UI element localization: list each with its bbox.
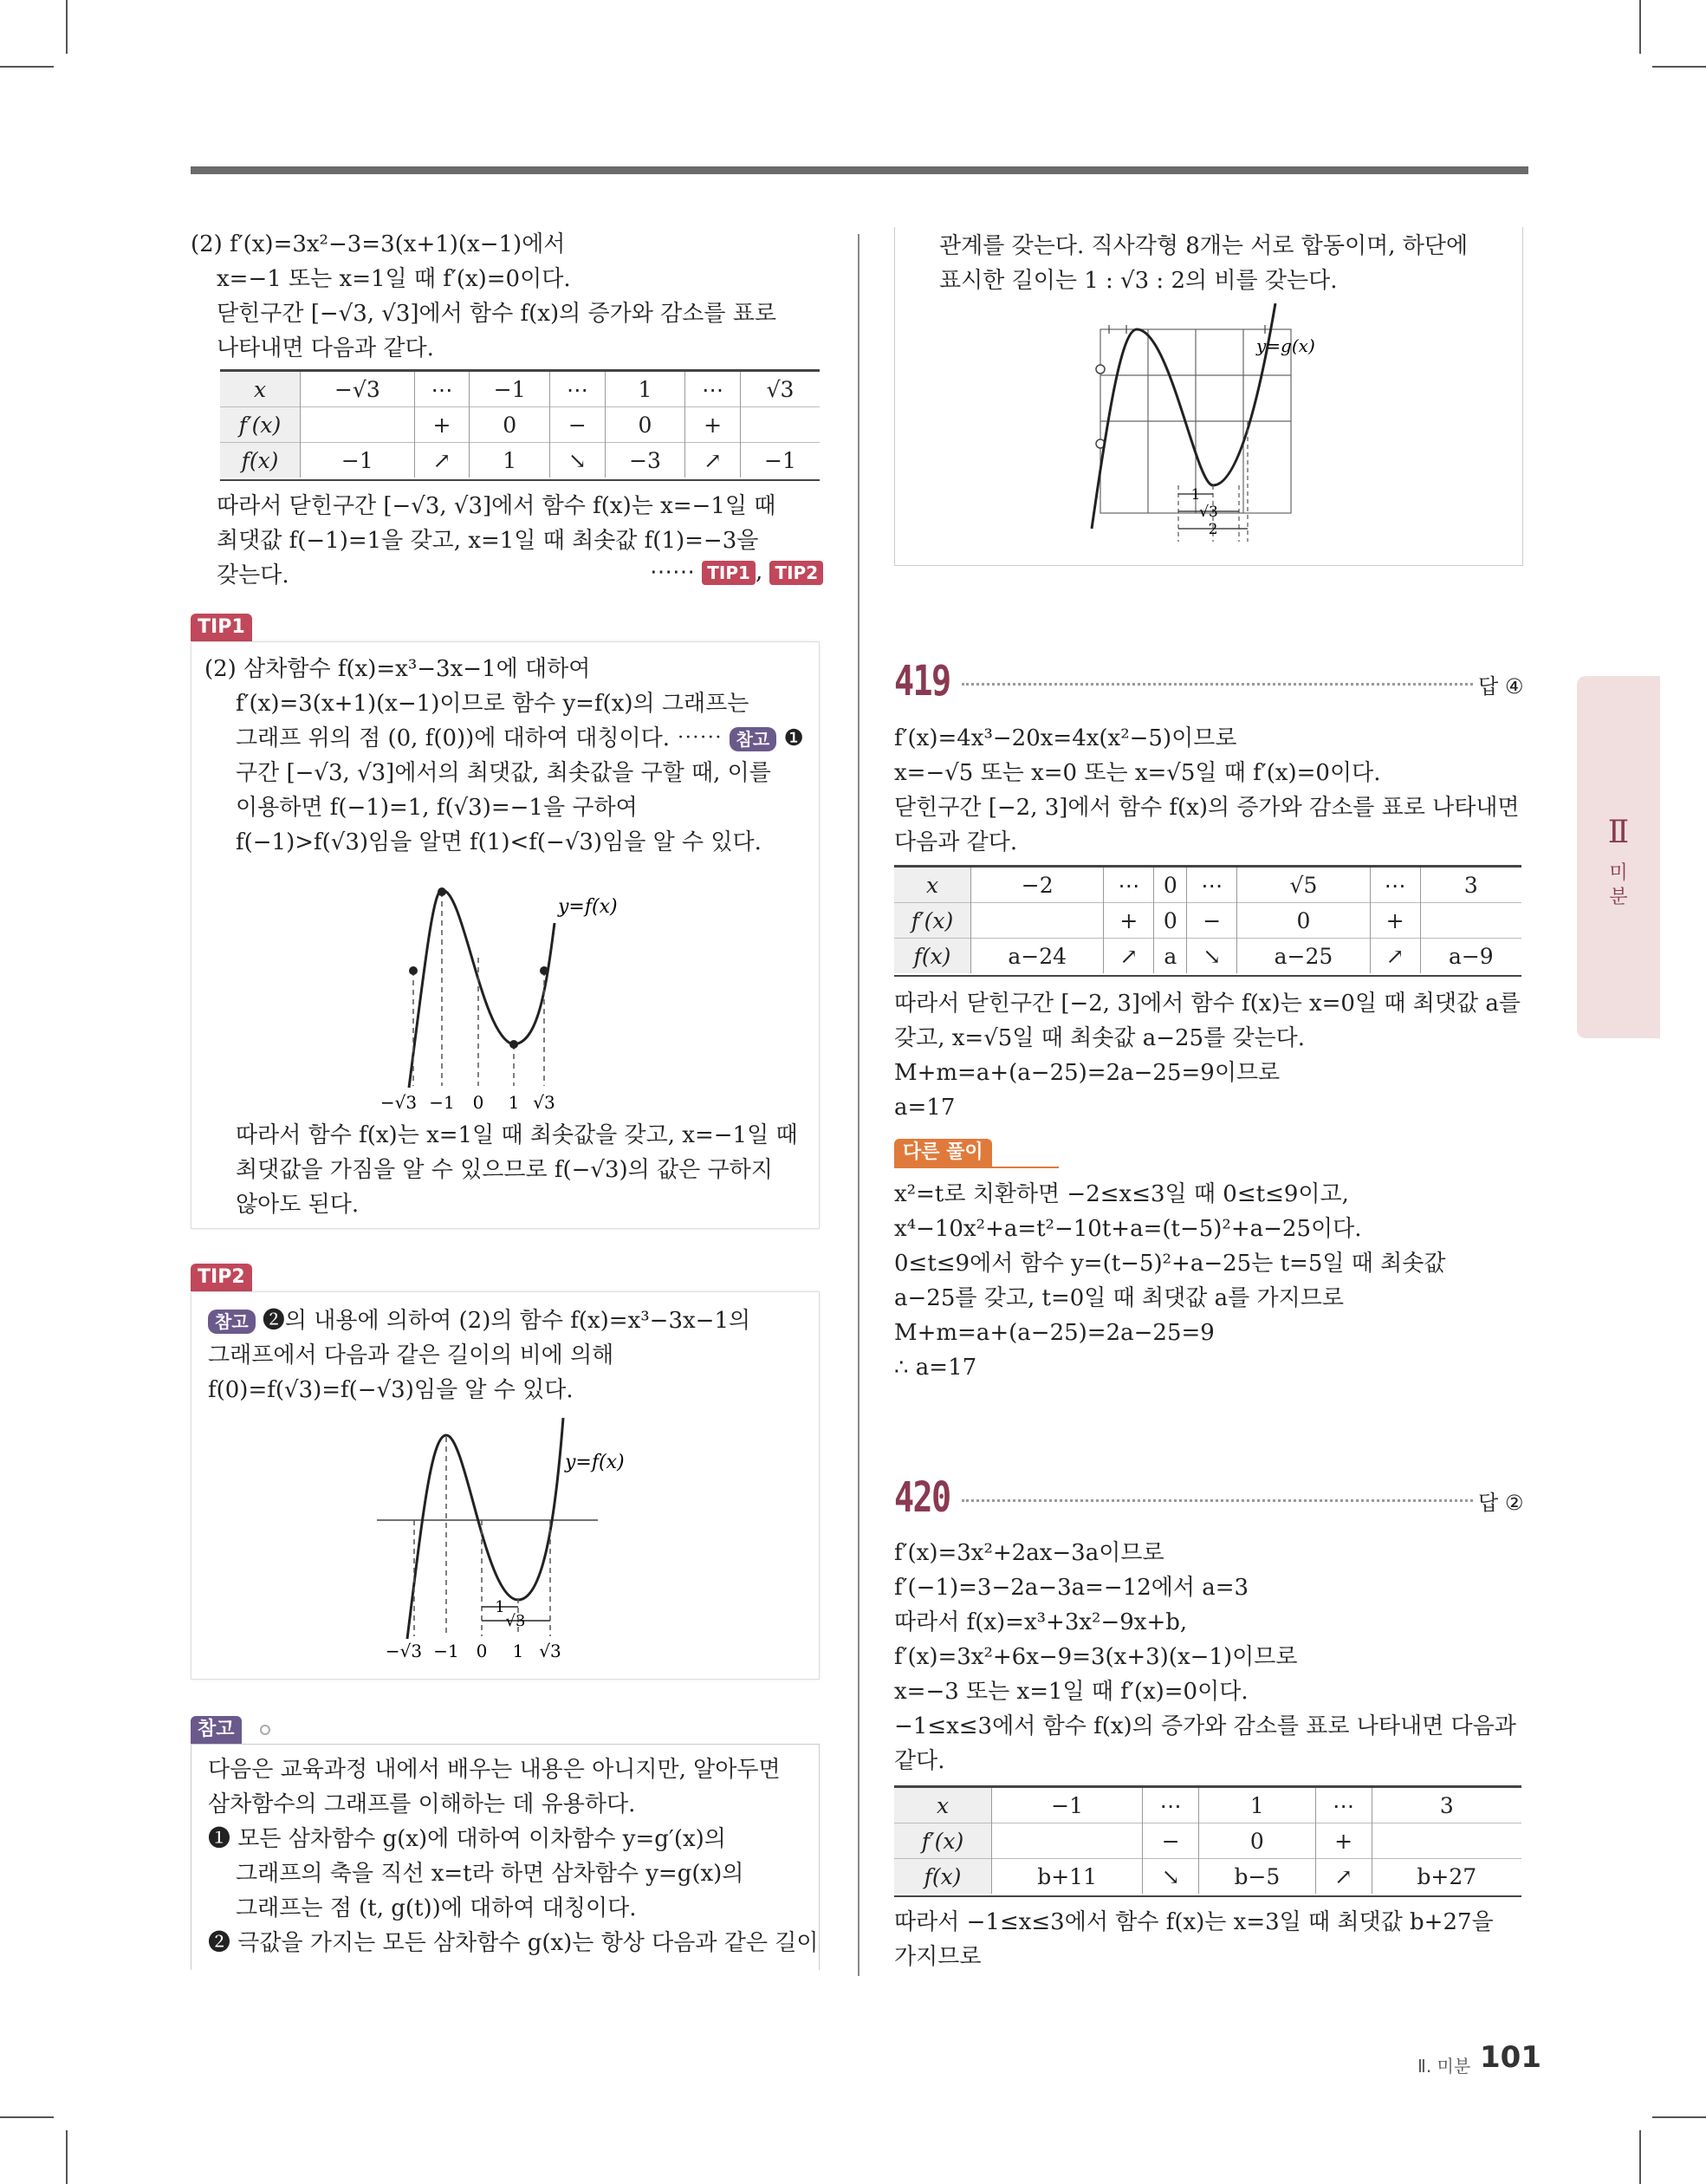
- tick-label: −1: [433, 1641, 459, 1661]
- table-rule: [894, 1895, 1521, 1897]
- table-cell: 3: [1372, 1788, 1521, 1823]
- text-line: 표시한 길이는 1 : √3 : 2의 비를 갖는다.: [939, 268, 1338, 294]
- chapter-char: 분: [1609, 887, 1628, 908]
- tip2-link[interactable]: TIP2: [769, 561, 823, 585]
- text-line: x=−3 또는 x=1일 때 f′(x)=0이다.: [894, 1679, 1249, 1705]
- table-cell: 3: [1420, 868, 1521, 903]
- text-line: 따라서 함수 f(x)는 x=1일 때 최솟값을 갖고, x=−1일 때: [236, 1122, 798, 1148]
- dim-label: 1: [1190, 486, 1201, 504]
- leader-dots: [962, 1499, 1473, 1502]
- table-cell: +: [1104, 903, 1154, 939]
- table-cell: [301, 407, 415, 443]
- tip-dots: ⋯⋯: [650, 559, 695, 585]
- table-cell: √5: [1237, 868, 1370, 903]
- table-cell: ↗: [1104, 939, 1154, 974]
- table-cell: ↘: [1187, 939, 1237, 974]
- table-cell: [992, 1823, 1143, 1859]
- footer-section: Ⅱ. 미분: [1417, 2056, 1471, 2077]
- table-cell: x: [220, 372, 301, 407]
- alt-solution-rule: [894, 1167, 1059, 1168]
- ref-number: ❶: [783, 725, 804, 751]
- cubic-curve: [407, 1418, 563, 1639]
- cubic-graph-tip1: [373, 871, 650, 1114]
- table-cell: [1420, 903, 1521, 939]
- text-line: a−25를 갖고, t=0일 때 최댓값 a를 가지므로: [894, 1285, 1345, 1311]
- table-cell: −: [550, 407, 606, 443]
- table-cell: ↗: [685, 443, 741, 478]
- text-line: x=−1 또는 x=1일 때 f′(x)=0이다.: [217, 266, 571, 292]
- text-line: 그래프의 축을 직선 x=t라 하면 삼차함수 y=g(x)의: [236, 1861, 744, 1887]
- tick-label: 1: [508, 1092, 520, 1113]
- table-cell: −1: [992, 1788, 1143, 1823]
- dim-label: √3: [505, 1612, 526, 1630]
- table-row: [894, 939, 1521, 974]
- table-cell: ↗: [414, 443, 470, 478]
- text-line: 관계를 갖는다. 직사각형 8개는 서로 합동이며, 하단에: [939, 233, 1469, 259]
- tick-label: 1: [512, 1641, 524, 1661]
- crop-mark: [1639, 0, 1641, 54]
- text-line: x²=t로 치환하면 −2≤x≤3일 때 0≤t≤9이고,: [894, 1181, 1349, 1207]
- tip-comma: ,: [755, 559, 763, 585]
- text-line: 갖고, x=√5일 때 최솟값 a−25를 갖는다.: [894, 1025, 1306, 1051]
- text-line: 따라서 닫힌구간 [−2, 3]에서 함수 f(x)는 x=0일 때 최댓값 a를: [894, 991, 1521, 1017]
- text-line: 닫힌구간 [−2, 3]에서 함수 f(x)의 증가와 감소를 표로 나타내면: [894, 795, 1520, 821]
- text-line: [208, 1303, 750, 1338]
- table-cell: 1: [470, 443, 550, 478]
- table-cell: b+11: [992, 1859, 1143, 1895]
- text-line: 최댓값을 가짐을 알 수 있으므로 f(−√3)의 값은 구하지: [236, 1157, 773, 1183]
- table-cell: −3: [605, 443, 685, 478]
- tip2-label: TIP2: [191, 1264, 252, 1291]
- table-cell: ⋯: [1187, 868, 1237, 903]
- table-cell: ⋯: [550, 372, 606, 407]
- text-line: ❷의 내용에 의하여 (2)의 함수 f(x)=x³−3x−1의: [262, 1308, 751, 1334]
- variation-table-420: [894, 1788, 1521, 1894]
- table-cell: b−5: [1199, 1859, 1315, 1895]
- text-line: (2) 삼차함수 f(x)=x³−3x−1에 대하여: [204, 656, 591, 682]
- table-cell: 1: [1199, 1788, 1315, 1823]
- tick-label: √3: [533, 1092, 555, 1113]
- text-line: 나타내면 다음과 같다.: [217, 335, 434, 361]
- table-cell: 0: [605, 407, 685, 443]
- text-line: 그래프는 점 (t, g(t))에 대하여 대칭이다.: [236, 1895, 637, 1921]
- text-line: M+m=a+(a−25)=2a−25=9이므로: [894, 1060, 1281, 1086]
- column-divider: [858, 234, 859, 1976]
- ref-badge: 참고: [208, 1310, 256, 1334]
- text-line: 이용하면 f(−1)=1, f(√3)=−1을 구하여: [236, 795, 638, 821]
- table-cell: −1: [470, 372, 550, 407]
- text-line: 0≤t≤9에서 함수 y=(t−5)²+a−25는 t=5일 때 최솟값: [894, 1251, 1446, 1277]
- text-line: f′(x)=3x²+6x−9=3(x+3)(x−1)이므로: [894, 1644, 1298, 1670]
- text-line: 같다.: [894, 1748, 945, 1774]
- chapter-char: 미: [1609, 862, 1628, 884]
- text-line: 가지므로: [894, 1944, 982, 1970]
- tick-label: 0: [476, 1641, 488, 1661]
- table-cell: 0: [1237, 903, 1370, 939]
- crop-mark: [66, 2130, 68, 2184]
- ref-badge: 참고: [730, 727, 777, 751]
- note-marker: [260, 1725, 270, 1735]
- table-cell: a−9: [1420, 939, 1521, 974]
- crop-mark: [1639, 2130, 1641, 2184]
- alt-solution-label: 다른 풀이: [894, 1139, 992, 1167]
- text-line: x⁴−10x²+a=t²−10t+a=(t−5)²+a−25이다.: [894, 1216, 1362, 1242]
- text-line: 따라서 f(x)=x³+3x²−9x+b,: [894, 1609, 1188, 1635]
- table-cell: ⋯: [414, 372, 470, 407]
- text-line: a=17: [894, 1095, 956, 1121]
- text-line: M+m=a+(a−25)=2a−25=9: [894, 1320, 1215, 1346]
- text-line: 구간 [−√3, √3]에서의 최댓값, 최솟값을 구할 때, 이를: [236, 760, 771, 786]
- table-cell: −: [1143, 1823, 1199, 1859]
- text-line: 그래프에서 다음과 같은 길이의 비에 의해: [208, 1342, 614, 1368]
- table-cell: f′(x): [220, 407, 301, 443]
- table-cell: [971, 903, 1104, 939]
- answer-mark: 답 ②: [1478, 1491, 1524, 1515]
- table-cell: −: [1187, 903, 1237, 939]
- table-cell: √3: [740, 372, 820, 407]
- table-cell: 0: [1199, 1823, 1315, 1859]
- text-line: 않아도 된다.: [236, 1192, 360, 1218]
- table-row: [894, 1788, 1521, 1823]
- table-cell: ⋯: [1143, 1788, 1199, 1823]
- table-cell: 1: [605, 372, 685, 407]
- crop-mark: [0, 66, 54, 68]
- table-cell: a: [1154, 939, 1187, 974]
- text-line: −1≤x≤3에서 함수 f(x)의 증가와 감소를 표로 나타내면 다음과: [894, 1713, 1516, 1739]
- text-line: f(−1)>f(√3)임을 알면 f(1)<f(−√3)임을 알 수 있다.: [236, 829, 762, 855]
- cubic-graph-tip2: [373, 1418, 658, 1661]
- table-cell: b+27: [1372, 1859, 1521, 1895]
- crop-mark: [66, 0, 68, 54]
- tick-label: −√3: [379, 1092, 418, 1113]
- table-cell: ↘: [550, 443, 606, 478]
- leader-dots: [962, 683, 1473, 686]
- table-cell: ⋯: [1315, 1788, 1372, 1823]
- text-line: 다음은 교육과정 내에서 배우는 내용은 아니지만, 알아두면: [208, 1757, 781, 1783]
- dim-label: √3: [1199, 504, 1218, 521]
- dim-label: 1: [495, 1598, 505, 1616]
- table-cell: x: [894, 868, 971, 903]
- table-cell: f(x): [894, 1859, 992, 1895]
- table-cell: 0: [470, 407, 550, 443]
- table-cell: −2: [971, 868, 1104, 903]
- table-row: [220, 372, 820, 407]
- text-line: x=−√5 또는 x=0 또는 x=√5일 때 f′(x)=0이다.: [894, 760, 1381, 786]
- answer-mark: 답 ④: [1478, 674, 1524, 699]
- table-cell: ⋯: [1104, 868, 1154, 903]
- problem-number: 419: [894, 657, 950, 705]
- text-line: ❶ 모든 삼차함수 g(x)에 대하여 이차함수 y=g′(x)의: [208, 1826, 726, 1852]
- table-cell: a−24: [971, 939, 1104, 974]
- header-rule: [191, 166, 1528, 174]
- graph-label: y=f(x): [558, 896, 618, 918]
- text-line: 따라서 −1≤x≤3에서 함수 f(x)는 x=3일 때 최댓값 b+27을: [894, 1909, 1494, 1935]
- text-line: (2) f′(x)=3x²−3=3(x+1)(x−1)에서: [191, 231, 566, 257]
- tip1-link[interactable]: TIP1: [702, 561, 756, 585]
- table-cell: −1: [301, 443, 415, 478]
- text-line: 닫힌구간 [−√3, √3]에서 함수 f(x)의 증가와 감소를 표로: [217, 301, 776, 327]
- variation-table-1: [220, 372, 820, 478]
- variation-table-419: [894, 868, 1521, 973]
- table-cell: 0: [1154, 868, 1187, 903]
- chapter-side-tab[interactable]: [1577, 676, 1660, 1038]
- table-cell: +: [1370, 903, 1420, 939]
- tick-label: −1: [429, 1092, 455, 1113]
- problem-number: 420: [894, 1473, 950, 1522]
- table-cell: ↗: [1370, 939, 1420, 974]
- table-rule: [220, 479, 820, 481]
- tip-references: [650, 555, 823, 589]
- table-cell: a−25: [1237, 939, 1370, 974]
- cubic-grid-graph: [1074, 303, 1352, 555]
- text-line: 삼차함수의 그래프를 이해하는 데 유용하다.: [208, 1791, 636, 1817]
- table-row: [894, 1823, 1521, 1859]
- table-cell: +: [685, 407, 741, 443]
- table-cell: x: [894, 1788, 992, 1823]
- tick-label: −√3: [385, 1641, 423, 1661]
- table-row: [894, 868, 1521, 903]
- text-line: 따라서 닫힌구간 [−√3, √3]에서 함수 f(x)는 x=−1일 때: [217, 493, 776, 519]
- table-cell: +: [1315, 1823, 1372, 1859]
- tip1-label: TIP1: [191, 614, 252, 641]
- text-line: 다음과 같다.: [894, 829, 1018, 855]
- text-line: 갖는다.: [217, 562, 289, 588]
- table-cell: ↘: [1143, 1859, 1199, 1895]
- note-label: 참고: [191, 1716, 242, 1744]
- table-rule: [894, 975, 1521, 977]
- text-line: 최댓값 f(−1)=1을 갖고, x=1일 때 최솟값 f(1)=−3을: [217, 528, 759, 554]
- tick-label: 0: [472, 1092, 484, 1113]
- table-cell: f′(x): [894, 903, 971, 939]
- table-cell: −√3: [301, 372, 415, 407]
- table-row: [894, 1859, 1521, 1895]
- table-cell: ↗: [1315, 1859, 1372, 1895]
- graph-label: y=g(x): [1256, 335, 1315, 356]
- table-cell: f′(x): [894, 1823, 992, 1859]
- chapter-roman: Ⅱ: [1607, 815, 1630, 850]
- crop-mark: [1652, 66, 1706, 68]
- text-line: ∴ a=17: [894, 1355, 977, 1381]
- table-cell: −1: [740, 443, 820, 478]
- table-cell: ⋯: [685, 372, 741, 407]
- table-cell: ⋯: [1370, 868, 1420, 903]
- text-line: f′(x)=3x²+2ax−3a이므로: [894, 1540, 1164, 1566]
- text-line: f′(−1)=3−2a−3a=−12에서 a=3: [894, 1575, 1249, 1601]
- cubic-curve: [409, 890, 555, 1088]
- text-line: f(0)=f(√3)=f(−√3)임을 알 수 있다.: [208, 1377, 574, 1403]
- table-row: [220, 407, 820, 443]
- page-number: 101: [1480, 2040, 1541, 2075]
- table-row: [894, 903, 1521, 939]
- table-cell: [740, 407, 820, 443]
- crop-mark: [0, 2116, 54, 2118]
- dim-label: 2: [1208, 521, 1218, 538]
- table-cell: +: [414, 407, 470, 443]
- text-line: 그래프 위의 점 (0, f(0))에 대하여 대칭이다. ⋯⋯: [236, 725, 723, 751]
- text-line: [236, 721, 804, 756]
- text-line: ❷ 극값을 가지는 모든 삼차함수 g(x)는 항상 다음과 같은 길이: [208, 1930, 819, 1956]
- tick-label: √3: [539, 1641, 561, 1661]
- graph-label: y=f(x): [565, 1452, 625, 1473]
- table-cell: 0: [1154, 903, 1187, 939]
- crop-mark: [1652, 2116, 1706, 2118]
- table-cell: [1372, 1823, 1521, 1859]
- text-line: f′(x)=4x³−20x=4x(x²−5)이므로: [894, 725, 1237, 751]
- table-cell: f(x): [894, 939, 971, 974]
- table-row: [220, 443, 820, 478]
- text-line: f′(x)=3(x+1)(x−1)이므로 함수 y=f(x)의 그래프는: [236, 691, 749, 717]
- table-cell: f(x): [220, 443, 301, 478]
